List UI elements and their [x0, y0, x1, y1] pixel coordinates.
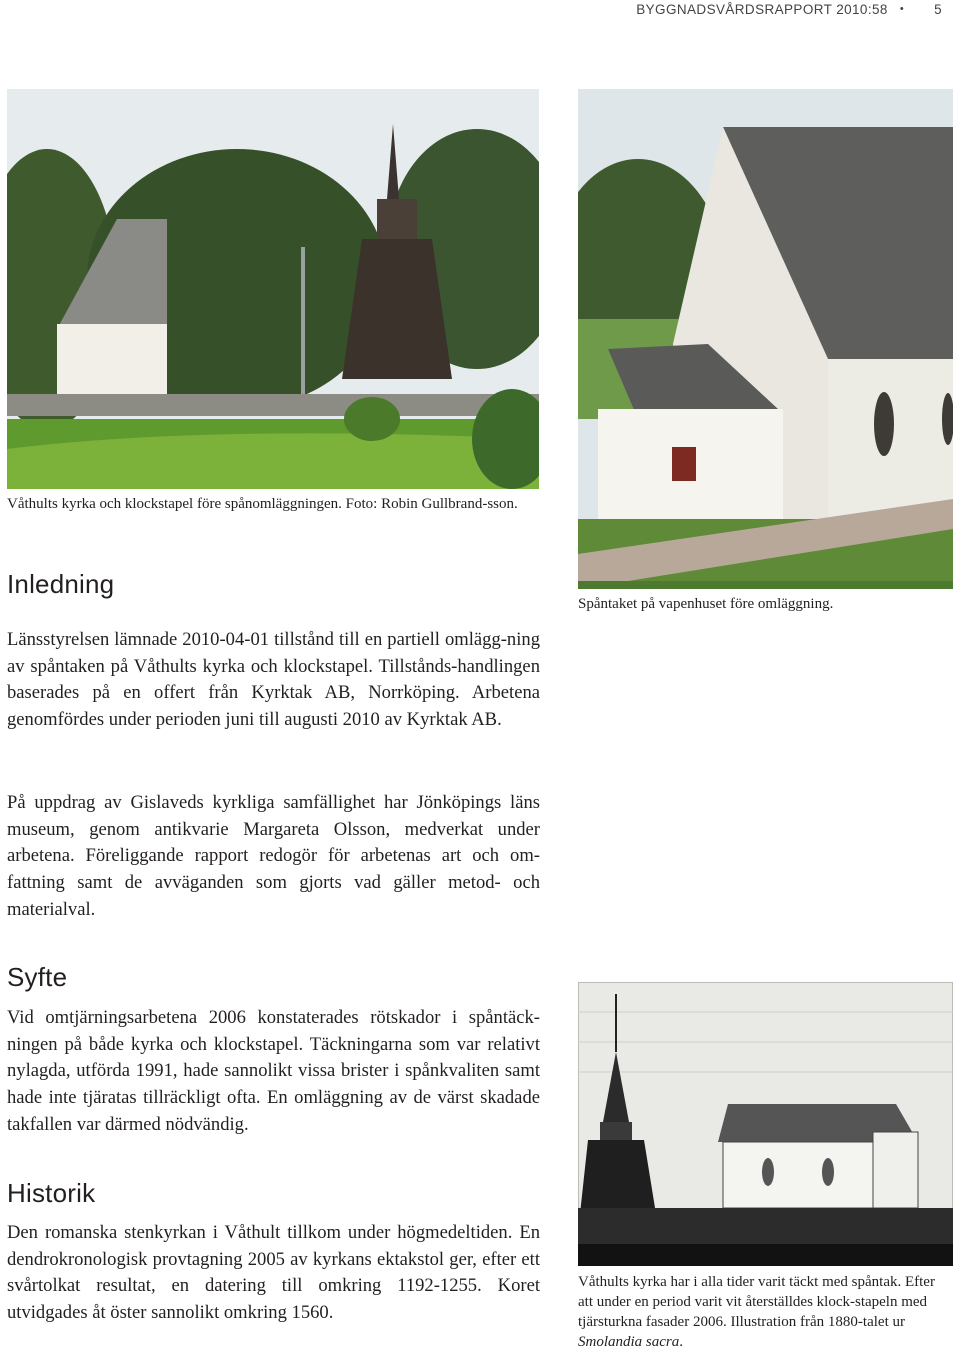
syfte-paragraph-1: Vid omtjärningsarbetena 2006 konstaterades rötskador i spåntäck-ningen på både kyrka och klockstapel. Täckningarna som var relativt nylagda, utförda 1991, hade sannolikt vissa brister i spånkvaliten samt hade inte tjäratas tillräckligt ofta. En omläggning av de värst skadade takfallen var därmed nödvändig. — [7, 1007, 540, 1135]
header-bullet: • — [899, 3, 905, 15]
historik-paragraph-1: Den romanska stenkyrkan i Våthult tillkom under högmedeltiden. En dendrokronologisk provtagning 2005 av kyrkans ektakstol ger, efter ett svårtolkat resultat, en datering till omkring 1192-1255. Koret utvidgades åt öster sannolikt omkring 1560. — [7, 1222, 540, 1324]
page-number: 5 — [934, 1, 942, 17]
heading-historik: Historik — [7, 1178, 96, 1208]
illustration-caption — [578, 1272, 953, 1350]
illustration-caption-text: Våthults kyrka har i alla tider varit täckt med spåntak. Efter att under en period varit vit återställdes klock-stapeln med tjärsturkna fasader 2006. Illustration från 1880-talet ur — [578, 1274, 935, 1330]
inledning-paragraph-2: På uppdrag av Gislaveds kyrkliga samfällighet har Jönköpings läns museum, genom antikvarie Margareta Olsson, medverkat under arbetena. Föreliggande rapport redogör för arbetenas art och om-fattning samt de avväganden som gjorts vad gäller metod- och materialval. — [7, 792, 540, 920]
illustration-source-title: Smolandia sacra — [578, 1334, 680, 1350]
church-photo-caption: Våthults kyrka och klockstapel före spånomläggningen. Foto: Robin Gullbrand-sson. — [7, 496, 518, 512]
running-header — [636, 0, 942, 18]
porch-photo-caption: Spåntaket på vapenhuset före omläggning. — [578, 596, 834, 612]
illustration-caption-end: . — [679, 1334, 683, 1350]
heading-inledning: Inledning — [7, 569, 115, 599]
running-title: BYGGNADSVÅRDSRAPPORT 2010:58 — [636, 1, 888, 17]
heading-syfte: Syfte — [7, 962, 68, 992]
church-illustration — [578, 982, 953, 1266]
porch-photo — [578, 89, 953, 589]
church-photo — [7, 89, 539, 489]
inledning-paragraph-1: Länsstyrelsen lämnade 2010-04-01 tillstånd till en partiell omlägg-ning av spåntaken på Våthults kyrka och klockstapel. Tillstånds-handlingen baserades på en offert från Kyrktak AB, Norrköping. Arbetena genomfördes under perioden juni till augusti 2010 av Kyrktak AB. — [7, 629, 540, 731]
